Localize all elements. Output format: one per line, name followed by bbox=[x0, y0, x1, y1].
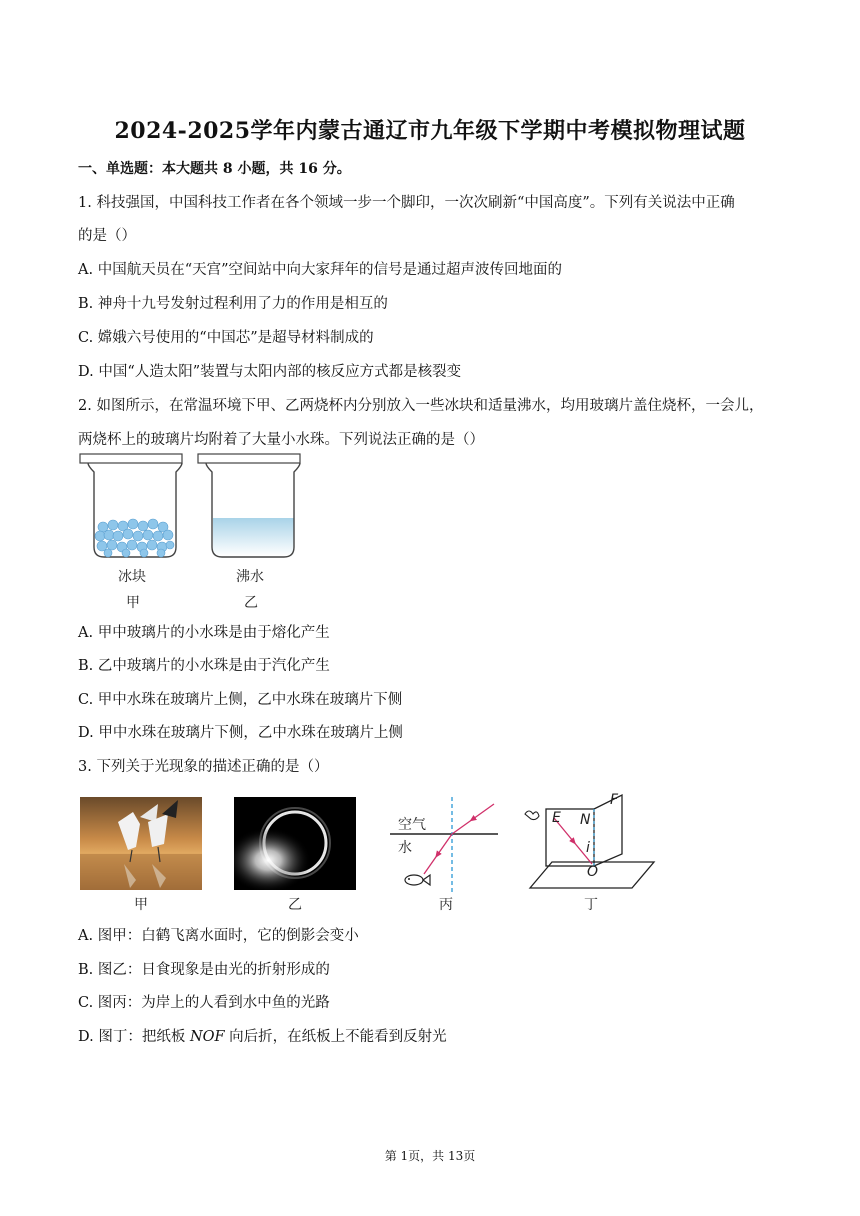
ice-cubes bbox=[95, 519, 174, 557]
beaker-yi-label: 乙 bbox=[244, 595, 258, 611]
q1-stem-line1: 1. 科技强国，中国科技工作者在各个领域一步一个脚印，一次次刷新“中国高度”。下列有关说法中正确 bbox=[78, 195, 735, 211]
q3-option-d-italic: NOF bbox=[189, 1029, 225, 1045]
refraction-diagram bbox=[390, 797, 498, 913]
crane-photo bbox=[80, 797, 202, 913]
label-i: i bbox=[586, 840, 590, 856]
q2-option-d: D. 甲中水珠在玻璃片下侧，乙中水珠在玻璃片上侧 bbox=[78, 725, 403, 741]
eclipse-photo bbox=[234, 797, 356, 913]
boiling-water-beaker bbox=[198, 454, 300, 611]
q2-option-a: A. 甲中玻璃片的小水珠是由于熔化产生 bbox=[78, 625, 330, 641]
q3-light-figures bbox=[78, 792, 668, 917]
air-label: 空气 bbox=[398, 817, 426, 833]
q2-beakers-figure bbox=[78, 452, 308, 617]
beaker-jia-label: 甲 bbox=[126, 595, 140, 611]
label-N: N bbox=[580, 812, 591, 828]
fig-jia-label: 甲 bbox=[134, 897, 148, 913]
water-label: 水 bbox=[398, 840, 412, 856]
fig-yi-label: 乙 bbox=[288, 897, 302, 913]
q3-option-a: A. 图甲：白鹤飞离水面时，它的倒影会变小 bbox=[78, 928, 359, 944]
q1-option-a: A. 中国航天员在“天宫”空间站中向大家拜年的信号是通过超声波传回地面的 bbox=[78, 262, 563, 278]
q2-stem-line1: 2. 如图所示，在常温环境下甲、乙两烧杯内分别放入一些冰块和适量沸水，均用玻璃片盖住烧杯，一会儿， bbox=[78, 398, 764, 414]
q1-option-d: D. 中国“人造太阳”装置与太阳内部的核反应方式都是核裂变 bbox=[78, 364, 462, 380]
page-footer: 第 1页，共 13页 bbox=[384, 1149, 476, 1163]
q2-stem-line2: 两烧杯上的玻璃片均附着了大量小水珠。下列说法正确的是（） bbox=[78, 432, 484, 448]
q3-option-c: C. 图丙：为岸上的人看到水中鱼的光路 bbox=[78, 995, 330, 1011]
ice-beaker bbox=[80, 454, 182, 611]
q1-option-b: B. 神舟十九号发射过程利用了力的作用是相互的 bbox=[78, 296, 388, 312]
fig-ding-label: 丁 bbox=[584, 897, 598, 913]
q3-option-d bbox=[78, 1025, 447, 1046]
q2-option-c: C. 甲中水珠在玻璃片上侧，乙中水珠在玻璃片下侧 bbox=[78, 692, 403, 708]
label-O: O bbox=[587, 864, 599, 880]
page-title: 2024-2025学年内蒙古通辽市九年级下学期中考模拟物理试题 bbox=[114, 118, 746, 144]
q3-option-d-pre: D. 图丁：把纸板 bbox=[78, 1029, 190, 1045]
torch-icon bbox=[525, 811, 539, 820]
q3-stem: 3. 下列关于光现象的描述正确的是（） bbox=[78, 759, 329, 775]
q1-option-c: C. 嫦娥六号使用的“中国芯”是超导材料制成的 bbox=[78, 330, 374, 346]
q3-option-d-post: 向后折，在纸板上不能看到反射光 bbox=[224, 1029, 447, 1045]
fig-bing-label: 丙 bbox=[439, 897, 453, 913]
boiling-water-label: 沸水 bbox=[236, 569, 264, 585]
label-F: F bbox=[610, 792, 619, 808]
section-heading: 一、单选题：本大题共 8 小题，共 16 分。 bbox=[78, 161, 351, 177]
q2-option-b: B. 乙中玻璃片的小水珠是由于汽化产生 bbox=[78, 658, 330, 674]
fish-icon bbox=[405, 875, 430, 885]
q3-option-b: B. 图乙：日食现象是由光的折射形成的 bbox=[78, 962, 330, 978]
q1-stem-line2: 的是（） bbox=[78, 228, 136, 244]
ice-label: 冰块 bbox=[118, 569, 146, 585]
reflection-board-diagram bbox=[525, 792, 654, 913]
label-E: E bbox=[552, 810, 561, 826]
